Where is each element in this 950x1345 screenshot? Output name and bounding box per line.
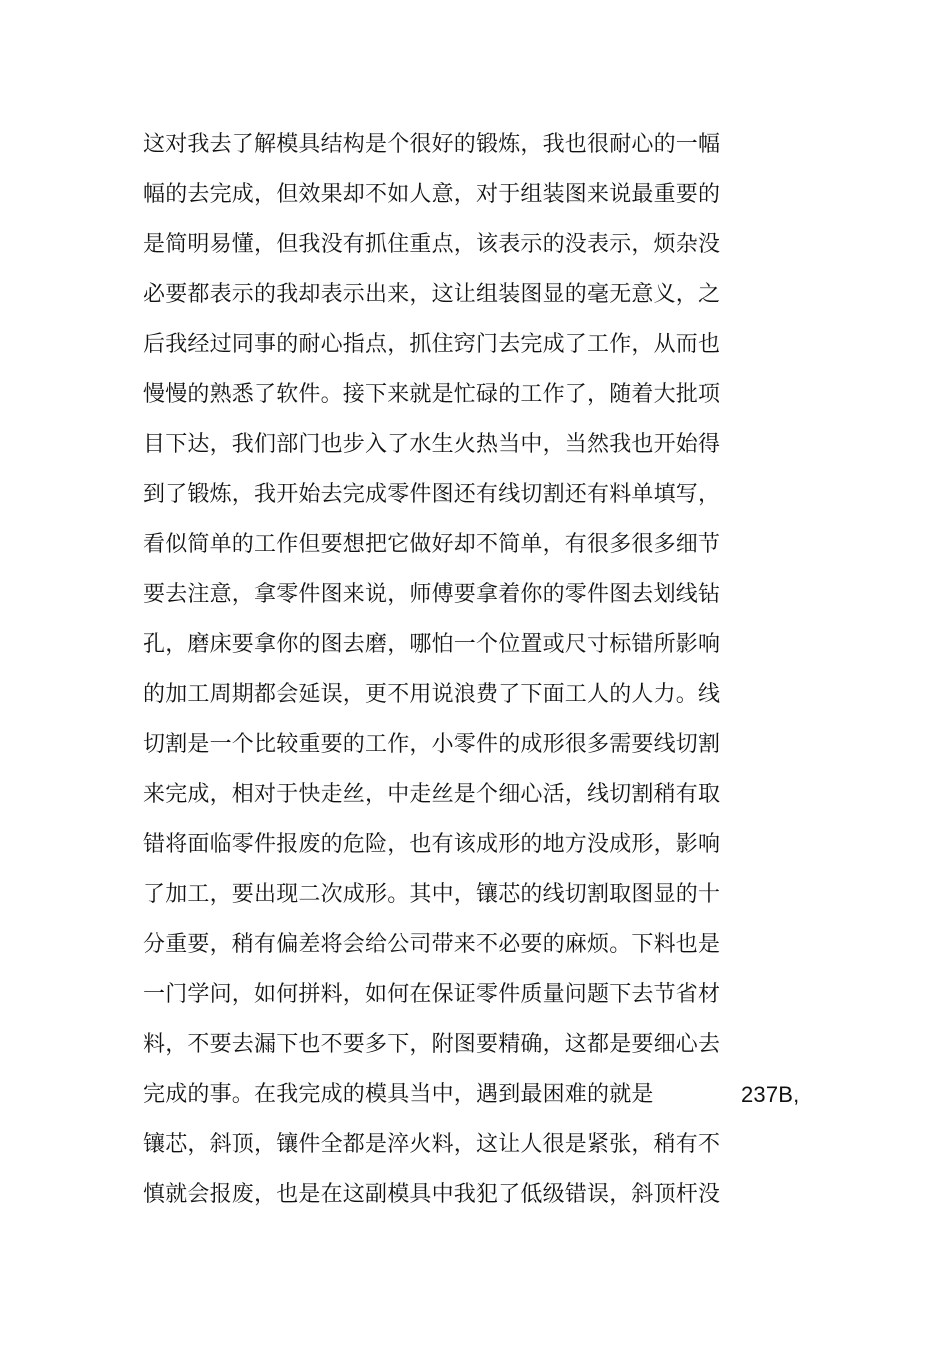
body-text xyxy=(143,120,803,1220)
text-line: 的加工周期都会延误，更不用说浪费了下面工人的人力。线 xyxy=(143,682,721,707)
text-segment: 完成的事。在我完成的模具当中，遇到最困难的就是 xyxy=(143,1082,654,1107)
text-line: 镶芯，斜顶，镶件全都是淬火料，这让人很是紧张，稍有不 xyxy=(143,1132,721,1157)
text-line: 慎就会报废，也是在这副模具中我犯了低级错误，斜顶杆没 xyxy=(143,1182,721,1207)
text-line: 必要都表示的我却表示出来，这让组装图显的毫无意义，之 xyxy=(143,282,721,307)
text-line: 是简明易懂，但我没有抓住重点，该表示的没表示，烦杂没 xyxy=(143,232,721,257)
text-line: 了加工，要出现二次成形。其中，镶芯的线切割取图显的十 xyxy=(143,882,721,907)
text-line: 一门学问，如何拼料，如何在保证零件质量问题下去节省材 xyxy=(143,982,721,1007)
text-line: 后我经过同事的耐心指点，抓住窍门去完成了工作，从而也 xyxy=(143,332,721,357)
text-line: 错将面临零件报废的危险，也有该成形的地方没成形，影响 xyxy=(143,832,721,857)
text-line: 来完成，相对于快走丝，中走丝是个细心活，线切割稍有取 xyxy=(143,782,721,807)
text-line: 到了锻炼，我开始去完成零件图还有线切割还有料单填写， xyxy=(143,482,721,507)
text-line: 幅的去完成，但效果却不如人意，对于组装图来说最重要的 xyxy=(143,182,721,207)
text-line: 目下达，我们部门也步入了水生火热当中，当然我也开始得 xyxy=(143,432,721,457)
text-line: 料，不要去漏下也不要多下，附图要精确，这都是要细心去 xyxy=(143,1032,721,1057)
inline-model-code: 237B, xyxy=(741,1082,800,1107)
text-line-with-code xyxy=(143,1070,803,1120)
text-line: 分重要，稍有偏差将会给公司带来不必要的麻烦。下料也是 xyxy=(143,932,721,957)
text-line: 这对我去了解模具结构是个很好的锻炼，我也很耐心的一幅 xyxy=(143,132,721,157)
text-line: 看似简单的工作但要想把它做好却不简单，有很多很多细节 xyxy=(143,532,721,557)
text-line: 慢慢的熟悉了软件。接下来就是忙碌的工作了，随着大批项 xyxy=(143,382,721,407)
text-line: 要去注意，拿零件图来说，师傅要拿着你的零件图去划线钻 xyxy=(143,582,721,607)
text-line: 孔，磨床要拿你的图去磨，哪怕一个位置或尺寸标错所影响 xyxy=(143,632,721,657)
text-line: 切割是一个比较重要的工作，小零件的成形很多需要线切割 xyxy=(143,732,721,757)
